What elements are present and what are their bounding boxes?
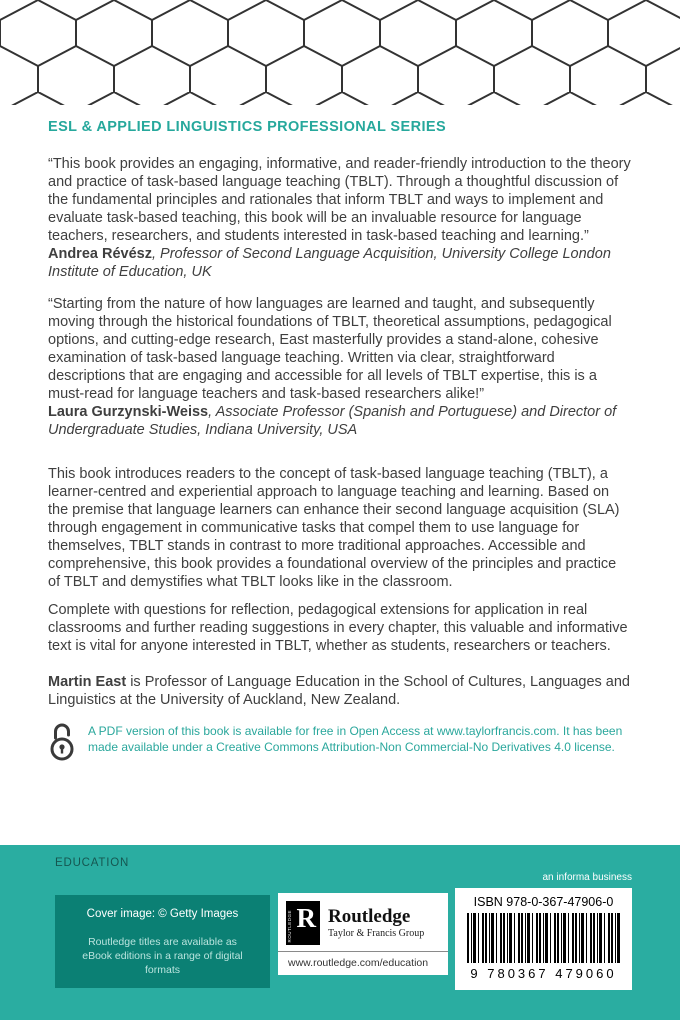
quote-affiliation: , Associate Professor (Spanish and Portuguese) and Director of Undergraduate Studies, Indiana University, USA	[48, 404, 617, 438]
barcode	[467, 913, 620, 963]
quote-text: “This book provides an engaging, informative, and reader-friendly introduction to the theory and practice of task-based language teaching (TBLT). Through a thoughtful discussion of the fundamental principles and rationales that inform TBLT and ways to implement and evaluate task-based teaching, this book will be an invaluable resource for language teachers, researchers, and students interested in task-based teaching and learning.”	[48, 156, 631, 244]
book-description-paragraph: This book introduces readers to the concept of task-based language teaching (TBLT), a learner-centred and experiential approach to language teaching and learning. Based on the premise that language learners can enhance their second language acquisition (SLA) through engagement in communicative tasks that compel them to use language for themselves, TBLT stands in contrast to more traditional approaches. Accessible and comprehensive, this book provides a foundational overview of the principles and practice of TBLT and demystifies what TBLT looks like in the classroom.	[48, 466, 620, 590]
quote-attribution	[48, 403, 632, 439]
quote-attribution	[48, 245, 632, 281]
routledge-logo-letter: R	[296, 903, 316, 933]
author-bio	[48, 673, 632, 709]
series-title: ESL & APPLIED LINGUISTICS PROFESSIONAL SERIES	[48, 119, 447, 135]
publisher-group: Taylor & Francis Group	[328, 927, 425, 939]
open-access-section	[48, 721, 632, 768]
open-access-note: A PDF version of this book is available for free in Open Access at www.taylorfrancis.com. It has been made available under a Creative Commons Attribution-Non Commercial-No Derivatives 4.0 license.	[88, 724, 623, 754]
cover-credit-box	[55, 895, 270, 988]
publisher-logo-row	[278, 893, 448, 951]
subject-category-label: EDUCATION	[55, 857, 130, 869]
book-description-paragraph: Complete with questions for reflection, pedagogical extensions for application in real classrooms and further reading suggestions in every chapter, this valuable and informative text is vital for anyone interested in TBLT, whether as students, researchers or teachers.	[48, 602, 628, 654]
back-cover-content	[0, 119, 680, 768]
author-bio-text: is Professor of Language Education in the School of Cultures, Languages and Linguistics at the University of Auckland, New Zealand.	[48, 674, 630, 708]
quote-author: Laura Gurzynski-Weiss	[48, 404, 209, 420]
open-access-lock-icon	[48, 721, 76, 768]
ebook-availability-note: Routledge titles are available as eBook editions in a range of digital formats	[82, 936, 243, 976]
publisher-box	[278, 893, 448, 975]
quote-author: Andrea Révész	[48, 246, 152, 262]
geometric-pattern	[0, 0, 680, 105]
quote-text: “Starting from the nature of how languages are learned and taught, and subsequently moving through the historical foundations of TBLT, theoretical assumptions, pedagogical options, and cutting-edge research, East masterfully provides a stand-alone, cohesive examination of task-based language teaching. Written via clear, straightforward descriptions that are engaging and accessible for all levels of TBLT expertise, this is a must-read for language teachers and task-based researchers alike!”	[48, 296, 612, 402]
quote-affiliation: , Professor of Second Language Acquisition, University College London Institute of Education, UK	[48, 246, 611, 280]
routledge-logo-vertical-text: ROUTLEDGE	[287, 910, 292, 943]
author-name: Martin East	[48, 674, 127, 690]
informa-business-label: an informa business	[542, 872, 632, 883]
isbn-label: ISBN 978-0-367-47906-0	[473, 895, 614, 909]
endorsement-quote-2	[48, 295, 632, 439]
routledge-logo	[286, 901, 320, 945]
footer-band	[0, 845, 680, 1020]
endorsement-quote-1	[48, 155, 632, 281]
cover-image-credit: Cover image: © Getty Images	[86, 908, 239, 920]
barcode-box	[455, 888, 632, 990]
publisher-url: www.routledge.com/education	[278, 951, 448, 975]
publisher-name: Routledge	[328, 906, 411, 928]
isbn-digits: 9 780367 479060	[470, 966, 617, 981]
